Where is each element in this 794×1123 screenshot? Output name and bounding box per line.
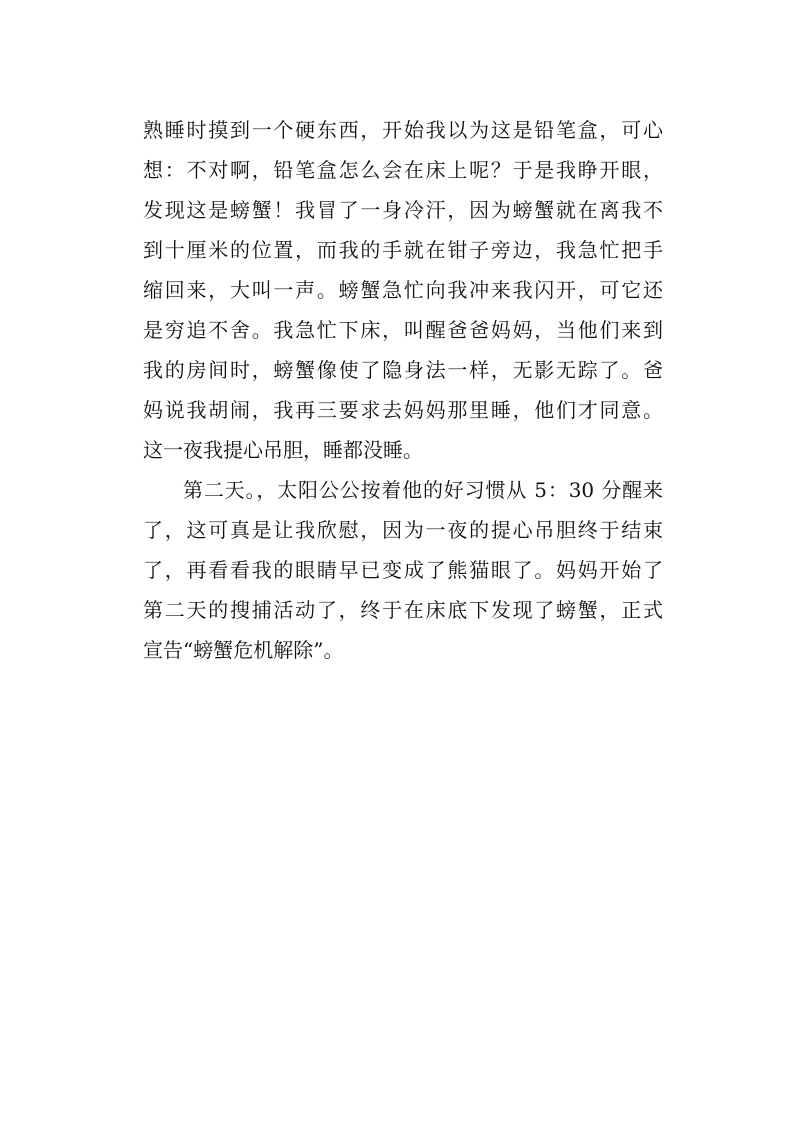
text-line: 发现这是螃蟹！我冒了一身冷汗，因为螃蟹就在离我不: [143, 198, 663, 222]
text-line: 第二天。，太阳公公按着他的好习惯从 5：30 分醒来: [183, 478, 663, 502]
paragraph-1: [143, 110, 663, 470]
text-line: 这一夜我提心吊胆，睡都没睡。: [143, 438, 423, 462]
text-line: 了，这可真是让我欣慰，因为一夜的提心吊胆终于结束: [143, 518, 663, 542]
text-line: 缩回来，大叫一声。螃蟹急忙向我冲来我闪开，可它还: [143, 278, 663, 302]
document-body: [143, 110, 663, 670]
text-line: 是穷追不舍。我急忙下床，叫醒爸爸妈妈，当他们来到: [143, 318, 663, 342]
text-line: 第二天的搜捕活动了，终于在床底下发现了螃蟹，正式: [143, 598, 663, 622]
text-line: 了，再看看我的眼睛早已变成了熊猫眼了。妈妈开始了: [143, 558, 663, 582]
text-line: 妈说我胡闹，我再三要求去妈妈那里睡，他们才同意。: [143, 398, 663, 422]
text-line: 想：不对啊，铅笔盒怎么会在床上呢？于是我睁开眼，: [143, 158, 663, 182]
text-line: 宣告“螃蟹危机解除”。: [143, 638, 344, 662]
text-line: 我的房间时，螃蟹像使了隐身法一样，无影无踪了。爸: [143, 358, 663, 382]
paragraph-2: [143, 470, 663, 670]
text-line: 到十厘米的位置，而我的手就在钳子旁边，我急忙把手: [143, 238, 663, 262]
text-line: 熟睡时摸到一个硬东西，开始我以为这是铅笔盒，可心: [143, 118, 663, 142]
